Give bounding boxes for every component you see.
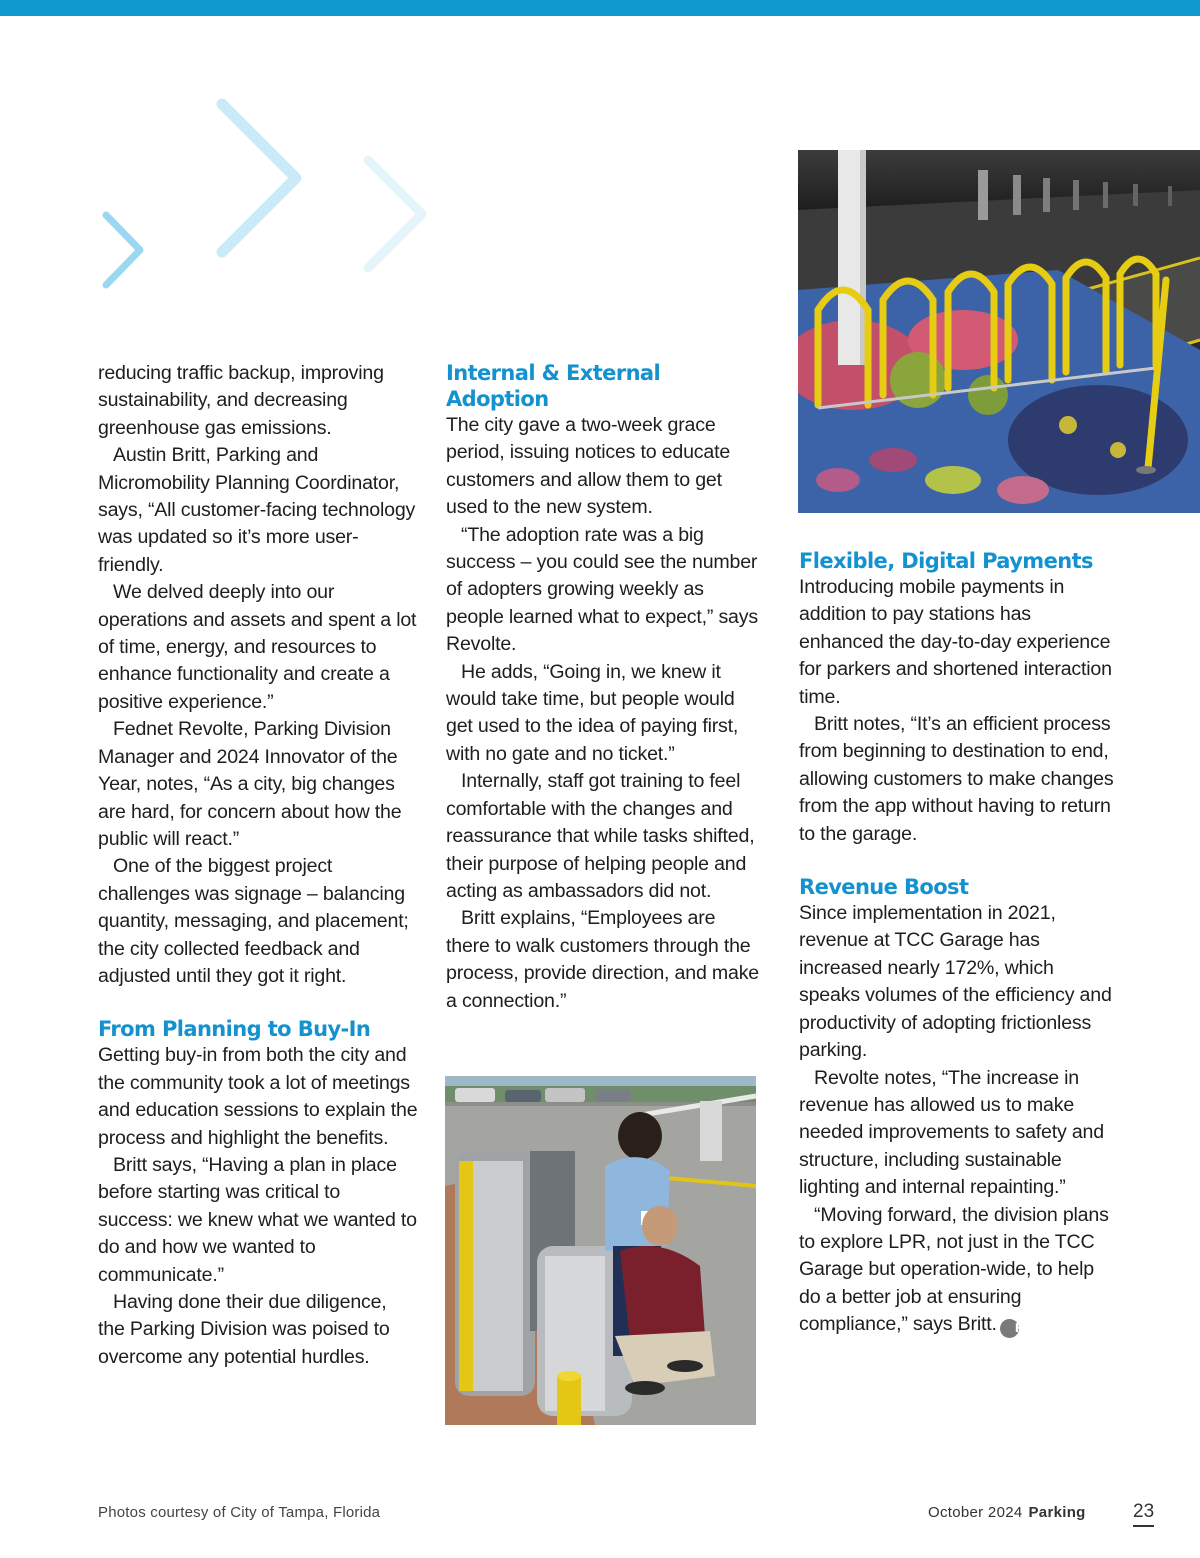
article-column-1 bbox=[98, 360, 418, 1371]
body-paragraph: Since implementation in 2021, revenue at TCC Garage has increased nearly 172%, which speaks volumes of the efficiency and productivity of adopting frictionless parking. bbox=[799, 902, 1112, 1062]
body-paragraph: Revolte notes, “The increase in revenue has allowed us to make needed improvements to safety and structure, including sustainable lighting and internal repainting.” bbox=[799, 1066, 1104, 1199]
issue-info bbox=[928, 1504, 1086, 1521]
section-heading-planning: From Planning to Buy-In bbox=[98, 1017, 371, 1042]
photo-credit: Photos courtesy of City of Tampa, Florida bbox=[98, 1504, 381, 1521]
body-paragraph: One of the biggest project challenges was signage – balancing quantity, messaging, and placement; the city collected feedback and adjusted until they got it right. bbox=[98, 855, 409, 987]
article-column-3 bbox=[799, 548, 1119, 1339]
body-paragraph: Fednet Revolte, Parking Division Manager and 2024 Innovator of the Year, notes, “As a city, big changes are hard, for concern about how the public will react.” bbox=[98, 718, 402, 850]
body-paragraph: Austin Britt, Parking and Micromobility Planning Coordinator, says, “All customer-facing technology was updated so it’s more user-friendly. bbox=[98, 444, 416, 576]
body-paragraph: reducing traffic backup, improving sustainability, and decreasing greenhouse gas emissions. bbox=[98, 362, 384, 439]
closing-quote-text: “Moving forward, the division plans to explore LPR, not just in the TCC Garage but operation-wide, to help do a better job at ensuring compliance,” says Britt. bbox=[799, 1203, 1109, 1336]
body-paragraph: Having done their due diligence, the Parking Division was poised to overcome any potential hurdles. bbox=[98, 1291, 390, 1368]
body-paragraph: The city gave a two-week grace period, issuing notices to educate customers and allow them to get used to the new system. bbox=[446, 414, 731, 519]
body-paragraph: Britt notes, “It’s an efficient process from beginning to destination to end, allowing customers to make changes from the app without having to return to the garage. bbox=[799, 713, 1114, 845]
page-number: 23 bbox=[1133, 1501, 1154, 1527]
top-accent-bar bbox=[0, 0, 1200, 16]
section-heading-payments: Flexible, Digital Payments bbox=[799, 549, 1093, 573]
garage-bike-rack-photo bbox=[798, 150, 1200, 513]
staff-pay-station-photo bbox=[445, 1076, 756, 1425]
section-heading-revenue: Revenue Boost bbox=[799, 875, 969, 900]
issue-date: October 2024 bbox=[928, 1504, 1023, 1521]
magazine-name: Parking bbox=[1028, 1504, 1086, 1521]
body-paragraph: Getting buy-in from both the city and the community took a lot of meetings and education sessions to explain the process and highlight the benefits. bbox=[98, 1044, 418, 1149]
section-heading-adoption: Internal & External Adoption bbox=[446, 361, 661, 411]
body-paragraph: We delved deeply into our operations and assets and spent a lot of time, energy, and resources to enhance functionality and create a positive experience.” bbox=[98, 581, 417, 713]
body-paragraph: Britt says, “Having a plan in place before starting was critical to success: we knew what we wanted to do and how we wanted to communicate.” bbox=[98, 1153, 417, 1286]
decorative-chevrons-icon bbox=[90, 80, 450, 310]
body-paragraph: Introducing mobile payments in addition to pay stations has enhanced the day-to-day experience for parkers and shortened interaction time. bbox=[799, 576, 1112, 708]
body-paragraph bbox=[799, 1202, 1119, 1339]
parking-end-mark-icon: P bbox=[1000, 1319, 1019, 1338]
article-column-2 bbox=[446, 360, 764, 1015]
body-paragraph: Britt explains, “Employees are there to walk customers through the process, provide direction, and make a connection.” bbox=[446, 907, 759, 1012]
body-paragraph: Internally, staff got training to feel comfortable with the changes and reassurance that while tasks shifted, their purpose of helping people and acting as ambassadors did not. bbox=[446, 770, 755, 902]
body-paragraph: He adds, “Going in, we knew it would take time, but people would get used to the idea of paying first, with no gate and no ticket.” bbox=[446, 660, 739, 765]
body-paragraph: “The adoption rate was a big success – you could see the number of adopters growing weekly as people learned what to expect,” says Revolte. bbox=[446, 523, 758, 656]
